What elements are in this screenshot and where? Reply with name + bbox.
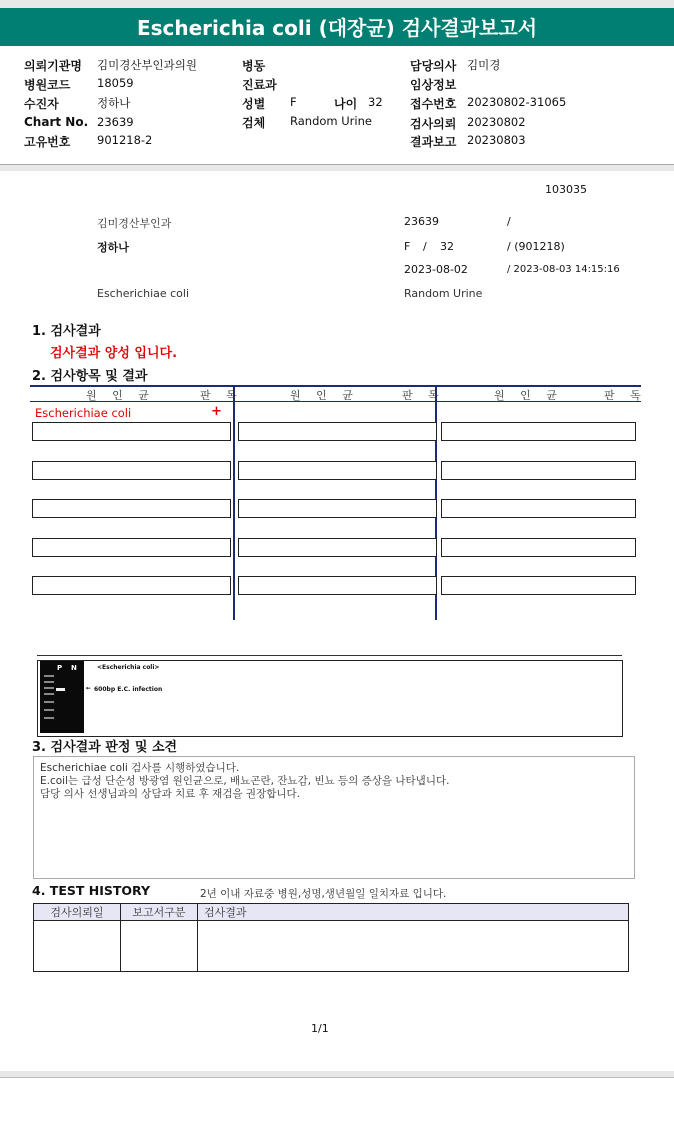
gel-positive-band: [56, 688, 65, 691]
info-sex: F: [404, 240, 411, 253]
section2-title: 2. 검사항목 및 결과: [32, 369, 148, 384]
gel-ladder-band: [44, 675, 54, 677]
result-item-name: Escherichiae coli: [35, 406, 132, 420]
bottom-rule: [0, 1077, 674, 1078]
header-label-chart-no: Chart No.: [24, 115, 89, 129]
header-value-report-date: 20230803: [467, 133, 526, 147]
test-history-table: [33, 903, 629, 972]
page-number: 1/1: [311, 1022, 329, 1035]
result-cell: [441, 499, 636, 518]
info-specimen: Random Urine: [404, 287, 483, 300]
gel-image-frame: [37, 660, 623, 737]
result-cell: [32, 461, 231, 480]
info-birth: / (901218): [507, 240, 565, 253]
section3-title: 3. 검사결과 판정 및 소견: [32, 740, 178, 755]
info-chart: 23639: [404, 215, 439, 228]
header-gray-strip: [0, 165, 674, 171]
header-value-sex: F: [290, 95, 297, 109]
info-hospital: 김미경산부인과: [97, 217, 172, 230]
gel-ladder-band: [44, 681, 54, 683]
header-label-hospital-code: 병원코드: [24, 78, 71, 92]
gel-lane-p: P: [57, 664, 63, 672]
opinion-line: E.coil는 급성 단순성 방광염 원인균으로, 배뇨곤란, 잔뇨감, 빈뇨 등의 증상을 나타냅니다.: [40, 775, 450, 787]
history-cell: [121, 921, 198, 972]
info-patient: 정하나: [97, 241, 129, 254]
gel-band-label: 600bp E.C. infection: [94, 686, 163, 693]
gel-electrophoresis-image: [40, 661, 84, 733]
history-col-request-date: 검사의뢰일: [34, 904, 121, 921]
header-label-specimen: 검체: [242, 116, 266, 130]
gel-caption: <Escherichia coli>: [97, 664, 160, 671]
header-label-unique-id: 고유번호: [24, 135, 71, 149]
header-value-request-date: 20230802: [467, 115, 526, 129]
test-history-header: [34, 904, 629, 921]
result-cell: [441, 538, 636, 557]
section1-result: 검사결과 양성 입니다.: [50, 346, 178, 361]
opinion-line: 담당 의사 선생님과의 상담과 치료 후 재검을 권장합니다.: [40, 788, 300, 800]
header-value-patient: 정하나: [97, 96, 131, 110]
result-cell: [238, 576, 437, 595]
result-cell: [238, 461, 437, 480]
grid-col-judgement-2: 판 독: [402, 389, 445, 402]
info-organism: Escherichiae coli: [97, 287, 190, 300]
gel-lane-n: N: [71, 664, 77, 672]
result-item-value: +: [211, 404, 222, 419]
result-cell: [238, 422, 437, 441]
result-cell: [238, 538, 437, 557]
header-label-patient: 수진자: [24, 97, 59, 111]
gel-arrow-icon: ←: [86, 685, 92, 692]
section1-title: 1. 검사결과: [32, 324, 101, 339]
report-code: 103035: [545, 183, 587, 196]
info-separator: /: [423, 240, 427, 253]
section4-title: 4. TEST HISTORY: [32, 883, 151, 898]
section4-note: 2년 이내 자료중 병원,성명,생년월일 일치자료 입니다.: [200, 888, 447, 900]
header-label-clinical-info: 임상정보: [410, 78, 457, 92]
gel-ladder-band: [44, 701, 54, 703]
report-title: Escherichia coli (대장균) 검사결과보고서: [0, 8, 674, 46]
result-cell: [238, 499, 437, 518]
header-value-specimen: Random Urine: [290, 114, 372, 128]
header-label-institution: 의뢰기관명: [24, 59, 82, 73]
gel-ladder-band: [44, 687, 54, 689]
header-value-physician: 김미경: [467, 58, 501, 72]
header-label-sex: 성별: [242, 97, 266, 111]
grid-col-pathogen-3: 원 인 균: [494, 389, 563, 402]
result-cell: [32, 576, 231, 595]
header-value-unique-id: 901218-2: [97, 133, 153, 147]
result-cell: [441, 576, 636, 595]
info-report-datetime: / 2023-08-03 14:15:16: [507, 264, 620, 275]
header-value-hospital-code: 18059: [97, 76, 134, 90]
header-label-receipt-no: 접수번호: [410, 97, 457, 111]
header-label-report-date: 결과보고: [410, 135, 457, 149]
info-age: 32: [440, 240, 454, 253]
header-value-chart-no: 23639: [97, 115, 134, 129]
gel-ladder-band: [44, 693, 54, 695]
opinion-box: [33, 756, 635, 879]
header-label-physician: 담당의사: [410, 59, 457, 73]
history-cell: [34, 921, 121, 972]
header-label-request-date: 검사의뢰: [410, 117, 457, 131]
grid-col-pathogen-2: 원 인 균: [290, 389, 359, 402]
result-cell: [32, 499, 231, 518]
header-value-receipt-no: 20230802-31065: [467, 95, 567, 109]
grid-col-judgement-3: 판 독: [604, 389, 647, 402]
header-label-ward: 병동: [242, 59, 266, 73]
opinion-line: Escherichiae coli 검사를 시행하였습니다.: [40, 762, 240, 774]
result-cell: [32, 422, 231, 441]
test-history-row: [34, 921, 629, 972]
info-request-date: 2023-08-02: [404, 263, 468, 276]
header-label-age: 나이: [334, 97, 358, 111]
top-strip: [0, 0, 674, 8]
history-col-report-type: 보고서구분: [121, 904, 198, 921]
history-col-result: 검사결과: [198, 904, 629, 921]
result-cell: [441, 422, 636, 441]
info-slash: /: [507, 215, 511, 228]
result-cell: [32, 538, 231, 557]
header-value-age: 32: [368, 95, 383, 109]
gel-ladder-band: [44, 717, 54, 719]
grid-col-judgement-1: 판 독: [200, 389, 243, 402]
gel-top-rule: [37, 655, 622, 656]
header-value-institution: 김미경산부인과의원: [97, 58, 197, 72]
grid-col-pathogen-1: 원 인 균: [86, 389, 155, 402]
history-cell: [198, 921, 629, 972]
result-cell: [441, 461, 636, 480]
gel-ladder-band: [44, 709, 54, 711]
grid-divider-1: [233, 385, 235, 620]
header-label-department: 진료과: [242, 78, 277, 92]
